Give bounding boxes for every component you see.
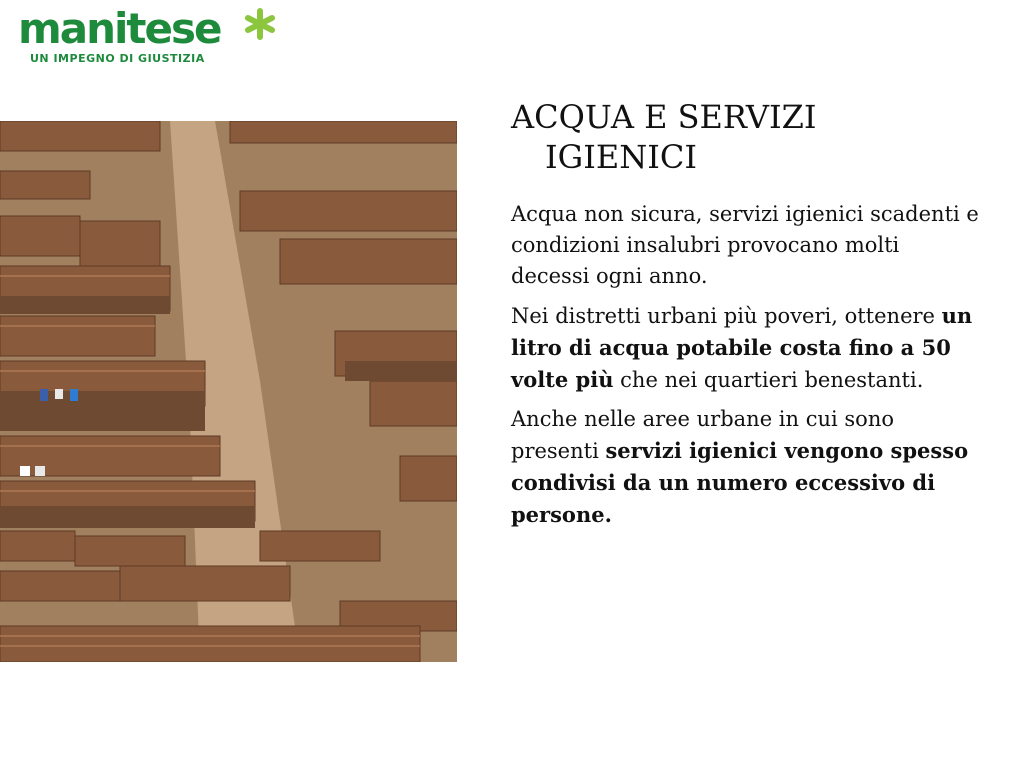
paragraph-3-highlight: servizi igienici vengono spesso condivisi da un numero eccessivo di persone.	[511, 438, 969, 527]
title-line-2: IGIENICI	[545, 138, 697, 176]
paragraph-1: Acqua non sicura, servizi igienici scadenti e condizioni insalubri provocano molti decessi ogni anno.	[511, 202, 979, 288]
paragraph-3	[511, 404, 981, 531]
paragraph-2	[511, 300, 981, 396]
paragraph-3-intro: Anche nelle aree urbane in cui sono presenti	[511, 407, 894, 463]
manitese-logo	[18, 4, 278, 70]
asterisk-icon	[244, 8, 276, 40]
title-line-1: ACQUA E SERVIZI	[511, 98, 817, 136]
logo-tagline: UN IMPEGNO DI GIUSTIZIA	[30, 52, 205, 65]
logo-wordmark: manitese	[18, 4, 221, 53]
slide-text	[511, 97, 981, 539]
paragraph-2-intro: Nei distretti urbani più poveri, ottenere	[511, 304, 942, 328]
paragraph-2-end: che nei quartieri benestanti.	[613, 368, 924, 392]
slide-title	[511, 97, 981, 177]
paragraph-2-highlight: un litro di acqua potabile costa fino a 50 volte più	[511, 303, 973, 392]
slum-photo	[0, 121, 457, 662]
